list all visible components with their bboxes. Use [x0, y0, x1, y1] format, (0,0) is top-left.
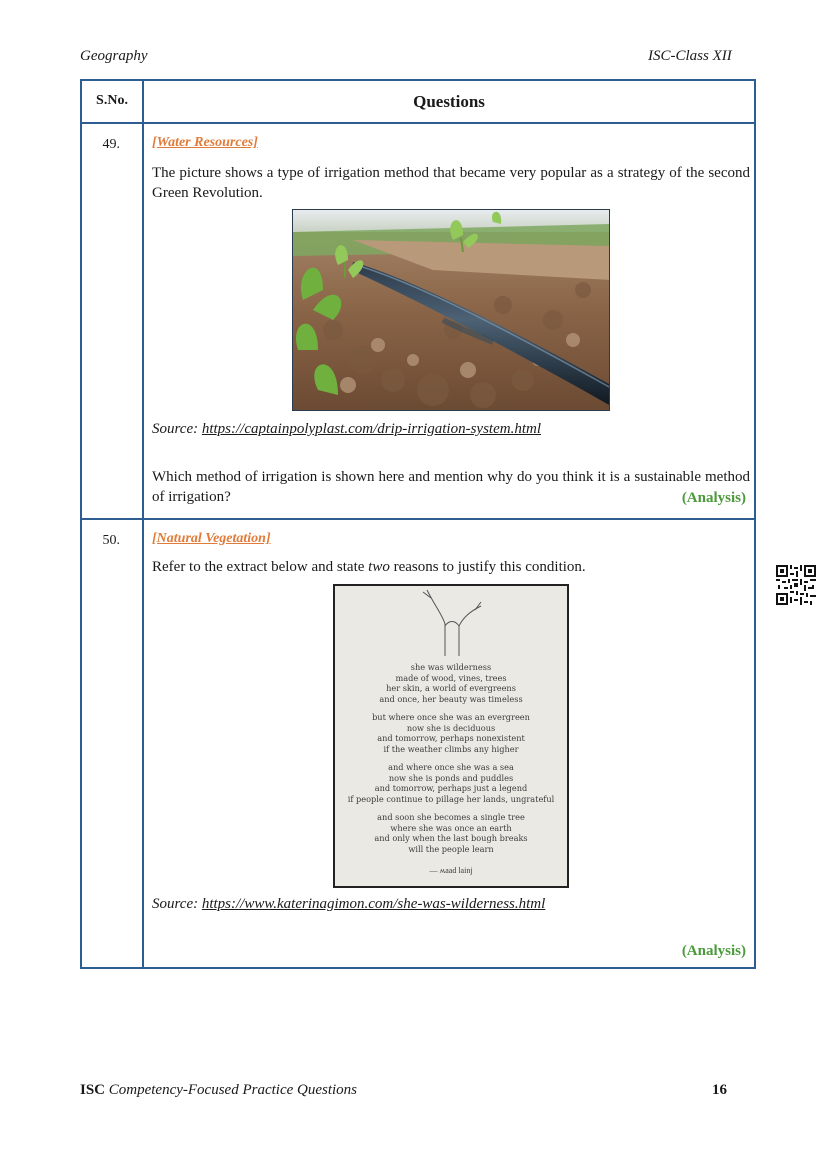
analysis-tag: (Analysis): [681, 943, 746, 959]
question-intro: The picture shows a type of irrigation method that became very popular as a strategy of the second Green Revolution.: [152, 165, 750, 201]
poem-text: [335, 662, 567, 862]
source-label: Source:: [152, 896, 199, 912]
header-class-label: ISC-Class XII: [648, 48, 732, 64]
poem-stanza: but where once she was an evergreen now she is deciduous and tomorrow, perhaps nonexistent if the weather climbs any higher: [372, 712, 530, 754]
poem-stanza: and where once she was a sea now she is ponds and puddles and tomorrow, perhaps just a legend if people continue to pillage her lands, ungrateful: [347, 762, 555, 804]
question-number: 50.: [102, 533, 120, 548]
question-topic: [Water Resources]: [152, 135, 258, 150]
question-source: [152, 896, 545, 913]
column-header-sno: S.No.: [96, 93, 128, 108]
question-source: [152, 421, 541, 438]
source-link[interactable]: https://captainpolyplast.com/drip-irrigation-system.html: [201, 421, 541, 437]
question-number: 49.: [102, 137, 120, 152]
qr-code-icon[interactable]: [776, 565, 816, 605]
poem-stanza: and soon she becomes a single tree where she was once an earth and only when the last bough breaks will the people learn: [374, 812, 528, 854]
footer-title: ISC Competency-Focused Practice Questions: [80, 1082, 358, 1098]
question-intro: Refer to the extract below and state two reasons to justify this condition.: [152, 559, 586, 575]
column-divider: [142, 81, 144, 967]
poem-signature: — ʍaad lainj: [429, 866, 473, 875]
source-link[interactable]: https://www.katerinagimon.com/she-was-wilderness.html: [201, 896, 546, 912]
column-header-questions: Questions: [413, 92, 485, 111]
poem-stanza: she was wilderness made of wood, vines, trees her skin, a world of evergreens and once, her beauty was timeless: [379, 662, 523, 704]
tree-sketch-icon: [335, 586, 569, 656]
header-subject: Geography: [80, 48, 148, 64]
poem-extract-image: [333, 584, 569, 888]
question-text: Which method of irrigation is shown here and mention why do you think it is a sustainable method of irrigation?: [152, 469, 750, 505]
analysis-tag: (Analysis): [681, 490, 746, 506]
header-row-divider: [82, 122, 754, 124]
questions-table: [80, 79, 756, 969]
drip-irrigation-photo: [292, 209, 610, 411]
question-topic: [Natural Vegetation]: [152, 531, 271, 546]
row-divider: [82, 518, 754, 520]
page-number: 16: [712, 1082, 727, 1098]
source-label: Source:: [152, 421, 199, 437]
